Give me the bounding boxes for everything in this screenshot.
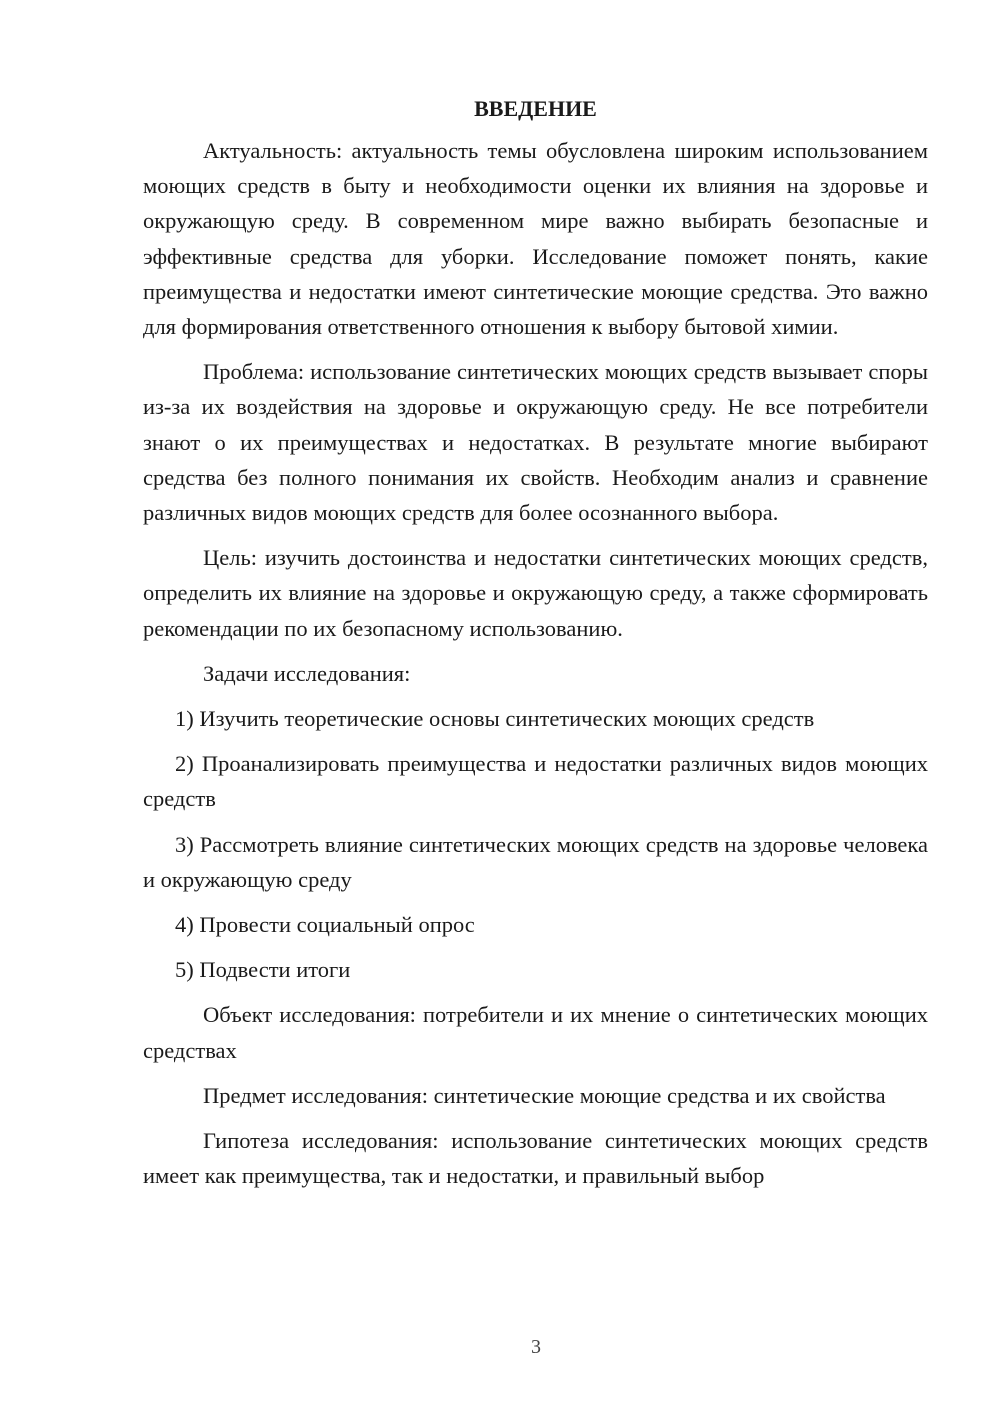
relevance-paragraph: Актуальность: актуальность темы обусловлена широким использованием моющих средств в быту и необходимости оценки их влияния на здоровье и окружающую среду. В современном мире важно выбирать безопасные и эффективные средства для уборки. Исследование поможет понять, какие преимущества и недостатки имеют синтетические моющие средства. Это важно для формирования ответственного отношения к выбору бытовой химии.: [143, 138, 928, 340]
goal-paragraph: Цель: изучить достоинства и недостатки синтетических моющих средств, определить их влияние на здоровье и окружающую среду, а также сформировать рекомендации по их безопасному использованию.: [143, 545, 928, 641]
task-item-4: 4) Провести социальный опрос: [175, 912, 475, 938]
object-paragraph: Объект исследования: потребители и их мнение о синтетических моющих средствах: [143, 1002, 928, 1063]
task-item-2: 2) Проанализировать преимущества и недостатки различных видов моющих средств: [143, 751, 928, 812]
page-title: ВВЕДЕНИЕ: [474, 96, 597, 121]
document-page: [143, 92, 928, 1203]
task-item-3: 3) Рассмотреть влияние синтетических моющих средств на здоровье человека и окружающую среду: [143, 831, 928, 892]
task-item-1: 1) Изучить теоретические основы синтетических моющих средств: [175, 706, 815, 732]
tasks-heading: Задачи исследования:: [203, 660, 411, 686]
page-number: 3: [531, 1336, 541, 1358]
problem-paragraph: Проблема: использование синтетических моющих средств вызывает споры из-за их воздействия на здоровье и окружающую среду. Не все потребители знают о их преимуществах и недостатках. В результате многие выбирают средства без полного понимания их свойств. Необходим анализ и сравнение различных видов моющих средств для более осознанного выбора.: [143, 359, 928, 526]
task-item-5: 5) Подвести итоги: [175, 957, 351, 983]
subject-paragraph: Предмет исследования: синтетические моющие средства и их свойства: [203, 1082, 886, 1108]
hypothesis-paragraph: Гипотеза исследования: использование синтетических моющих средств имеет как преимущества, так и недостатки, и правильный выбор: [143, 1128, 928, 1189]
